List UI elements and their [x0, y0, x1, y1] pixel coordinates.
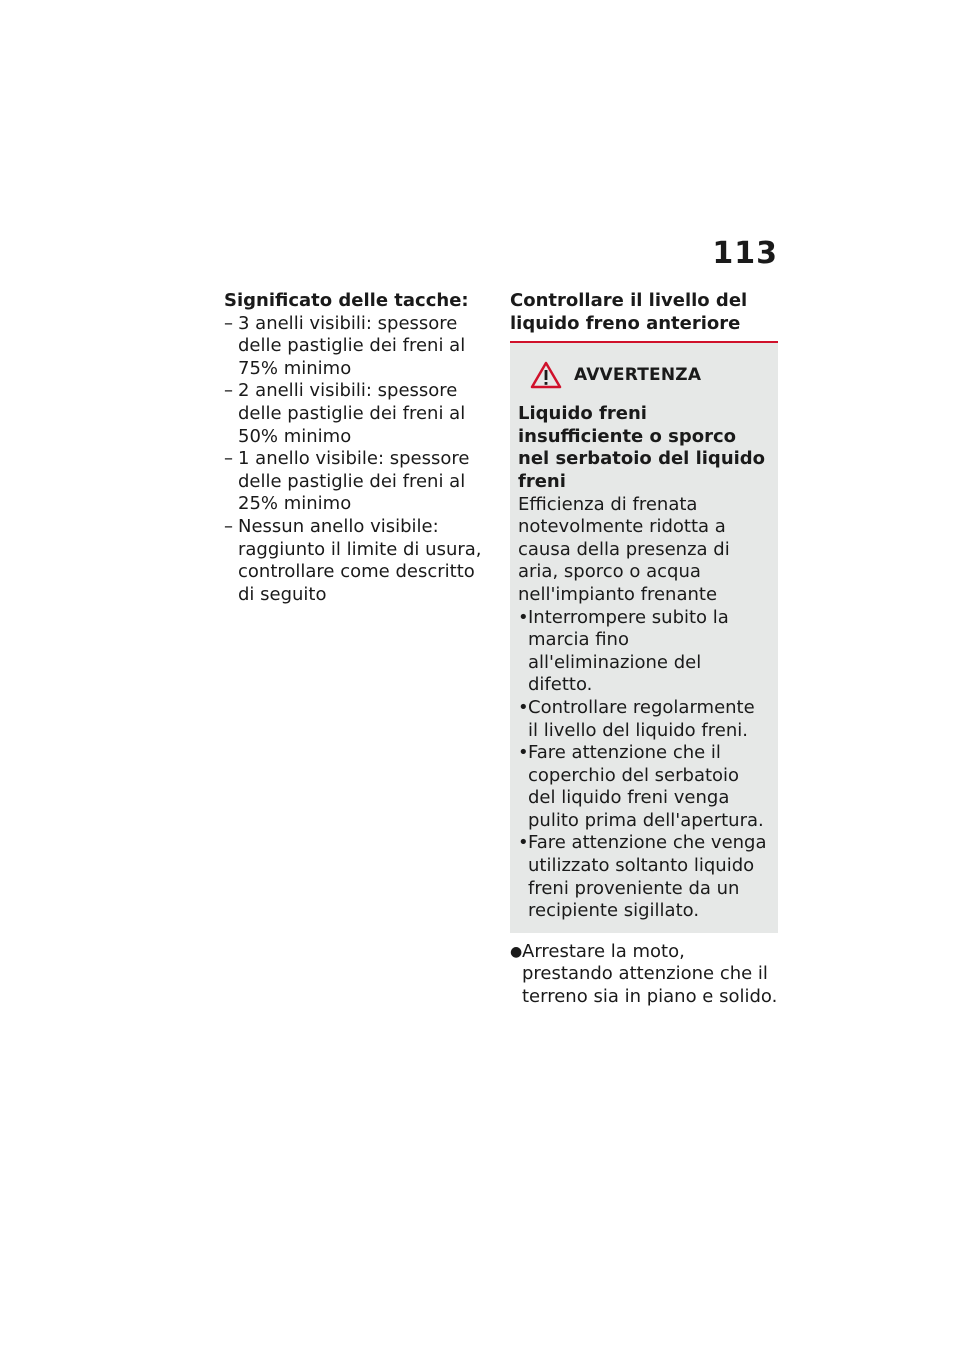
warning-header [530, 361, 770, 389]
step-list [510, 941, 778, 1009]
warning-box [510, 343, 778, 933]
warning-bullets [518, 607, 770, 923]
list-item: – Nessun anello visibile: raggiunto il limite di usura, controllare come descritto di seguito [224, 515, 482, 605]
marks-heading: Significato delle tacche: [224, 290, 469, 311]
list-item: • Interrompere subito la marcia fino all'eliminazione del difetto. [518, 606, 729, 696]
list-item: • Fare attenzione che venga utilizzato soltanto liquido freni proveniente da un recipiente sigillato. [518, 832, 767, 922]
list-item: – 2 anelli visibili: spessore delle pastiglie dei freni al 50% minimo [224, 380, 466, 447]
list-item: • Controllare regolarmente il livello del liquido freni. [518, 696, 755, 741]
list-item: – 1 anello visibile: spessore delle pastiglie dei freni al 25% minimo [224, 448, 470, 515]
right-column [510, 290, 778, 1009]
section-title: Controllare il livello del liquido freno anteriore [510, 290, 748, 334]
list-item: • Fare attenzione che il coperchio del serbatoio del liquido freni venga pulito prima dell'apertura. [518, 742, 764, 831]
warning-label: AVVERTENZA [574, 364, 702, 385]
warning-title: Liquido freni insufficiente o sporco nel serbatoio del liquido freni [518, 403, 766, 492]
marks-list [224, 313, 488, 607]
warning-triangle-icon [530, 361, 562, 389]
warning-text: Efficienza di frenata notevolmente ridotta a causa della presenza di aria, sporco o acqua nell'impianto frenante [518, 493, 730, 605]
list-item: ● Arrestare la moto, prestando attenzione che il terreno sia in piano e solido. [510, 940, 778, 1008]
page-number: 113 [712, 236, 778, 271]
list-item: – 3 anelli visibili: spessore delle pastiglie dei freni al 75% minimo [224, 312, 466, 379]
left-column [224, 290, 488, 606]
